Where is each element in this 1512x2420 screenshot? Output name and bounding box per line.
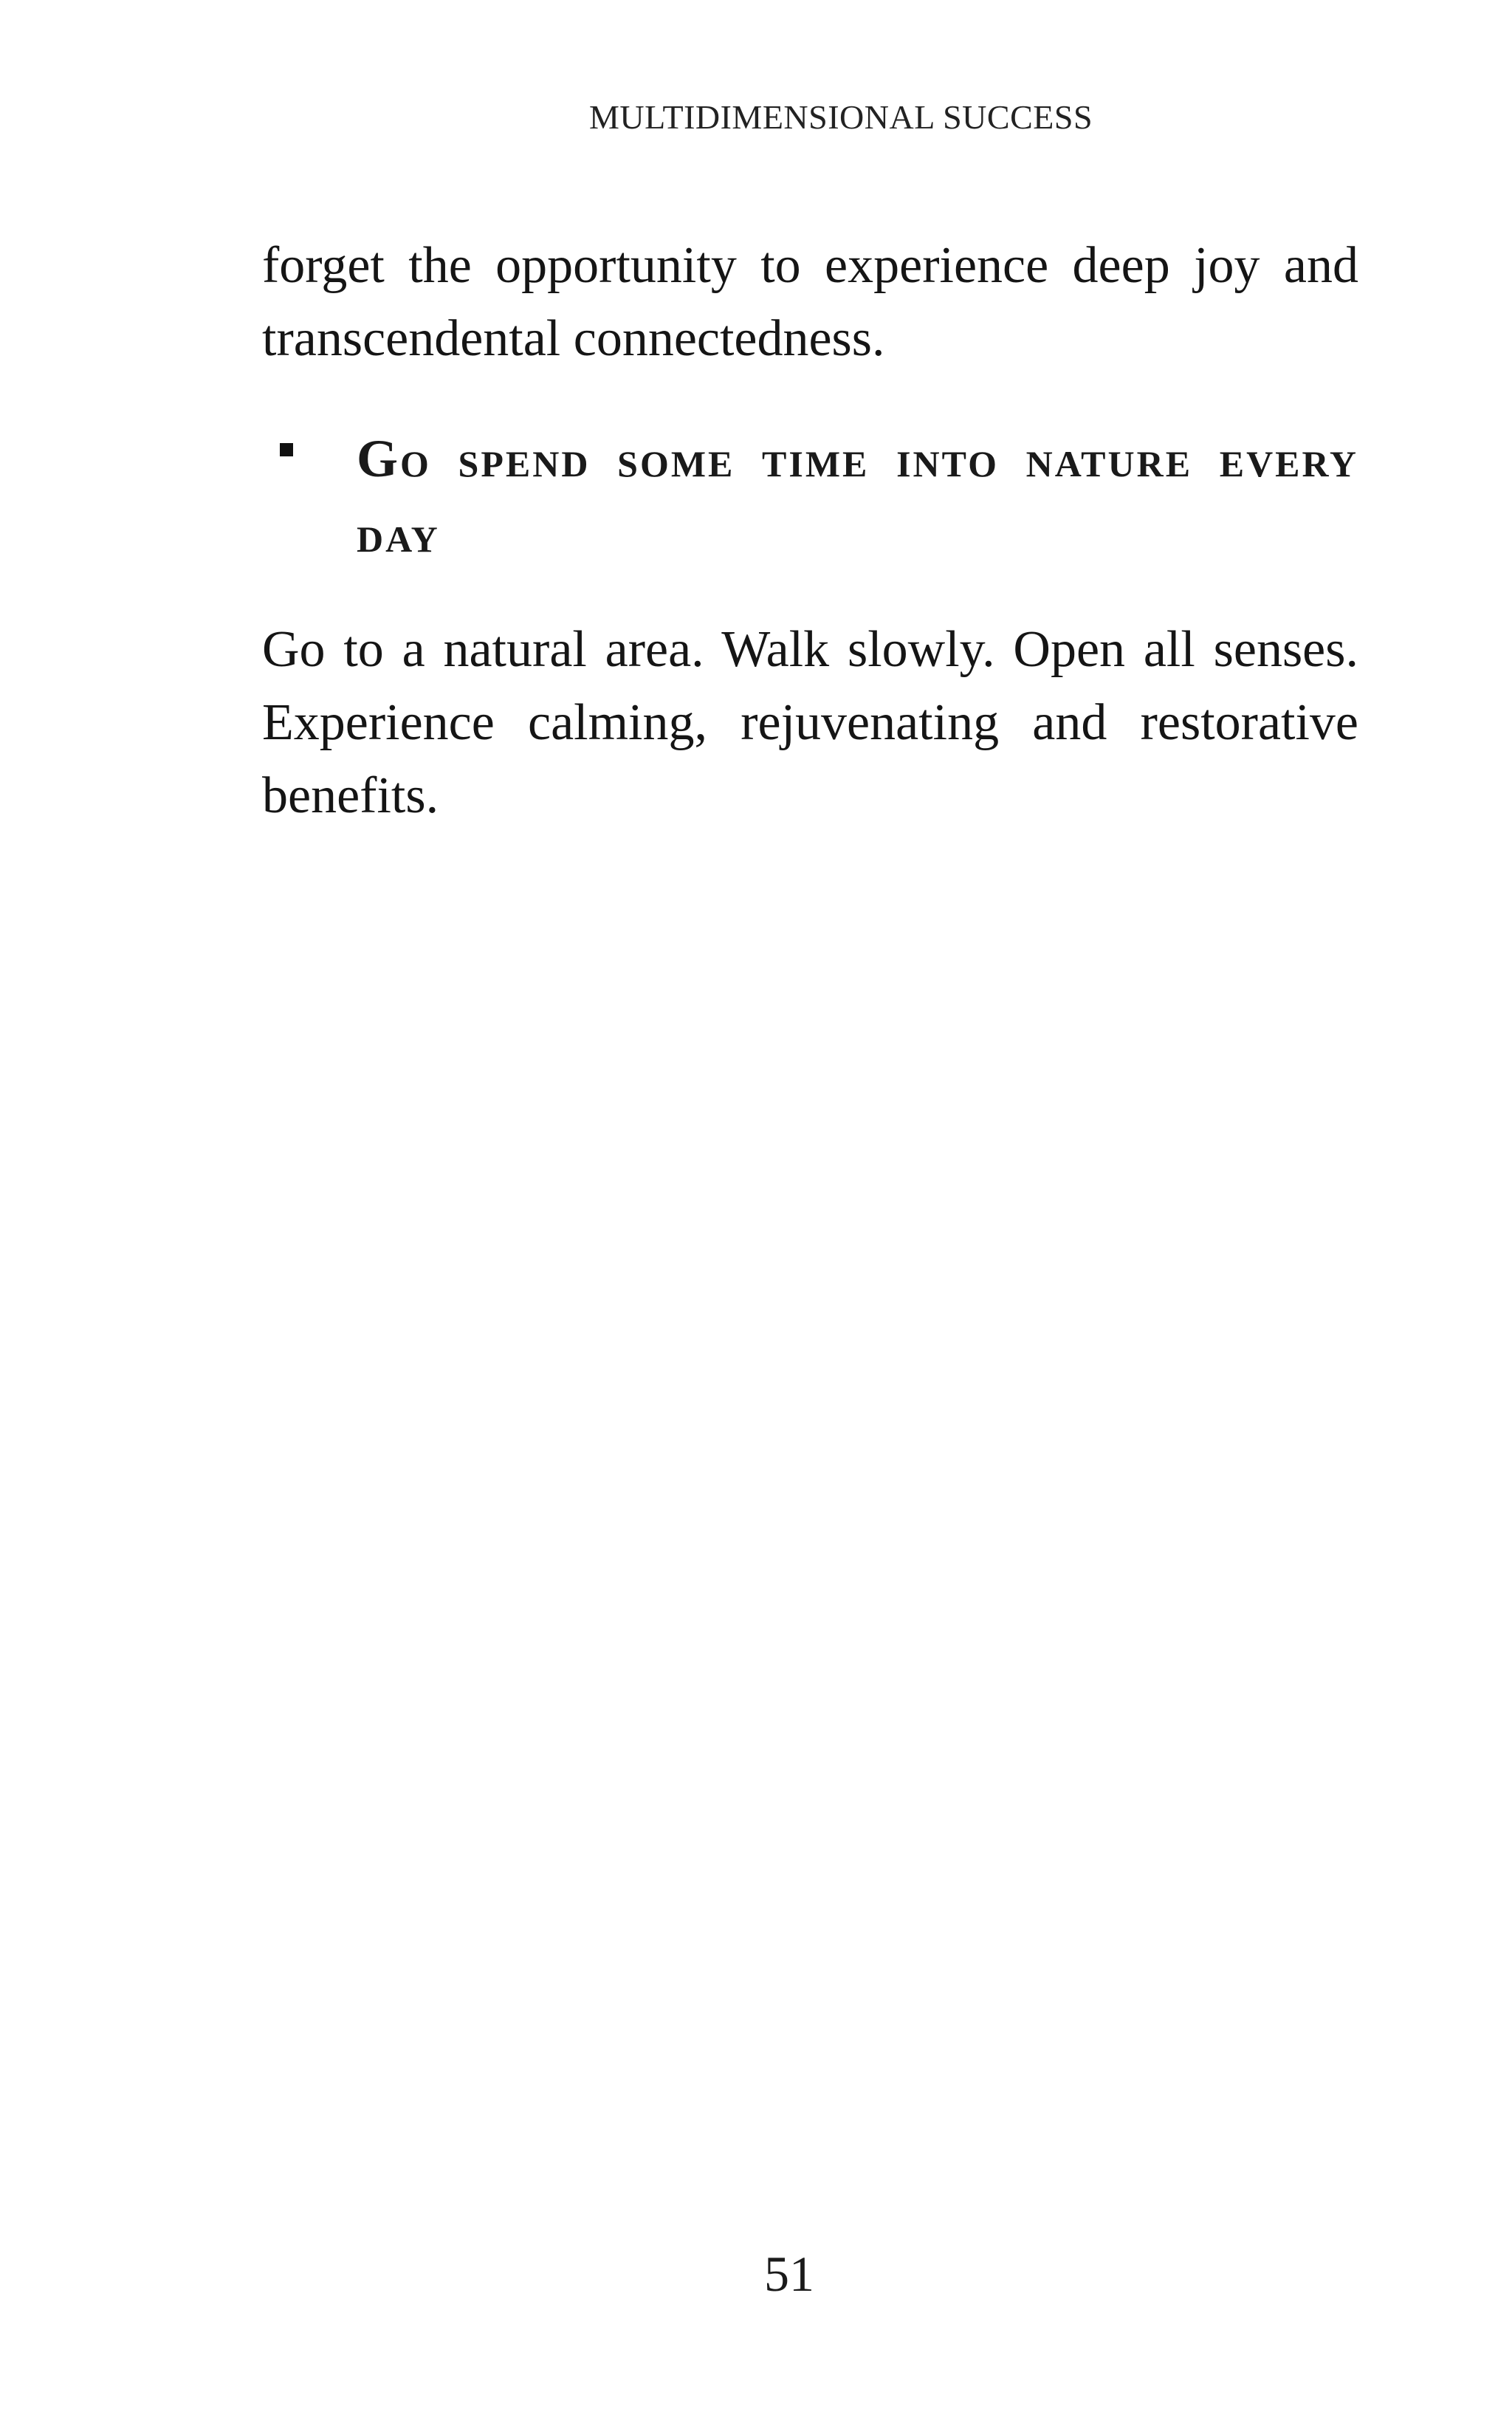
square-bullet-icon (280, 443, 293, 456)
body-paragraph: Go to a natural area. Walk slowly. Open all senses. Experience calming, rejuvenating and restorative benefits. (262, 621, 1358, 824)
page-number (0, 2245, 1512, 2303)
running-header (0, 97, 1512, 137)
page-number-value: 51 (764, 2246, 814, 2302)
body-paragraph-continued: forget the opportunity to experience deep joy and transcendental connectedness. (262, 237, 1358, 367)
running-header-title: MULTIDIMENSIONAL SUCCESS (588, 98, 1093, 136)
bullet-heading: Go spend some time into nature every day (357, 429, 1358, 563)
